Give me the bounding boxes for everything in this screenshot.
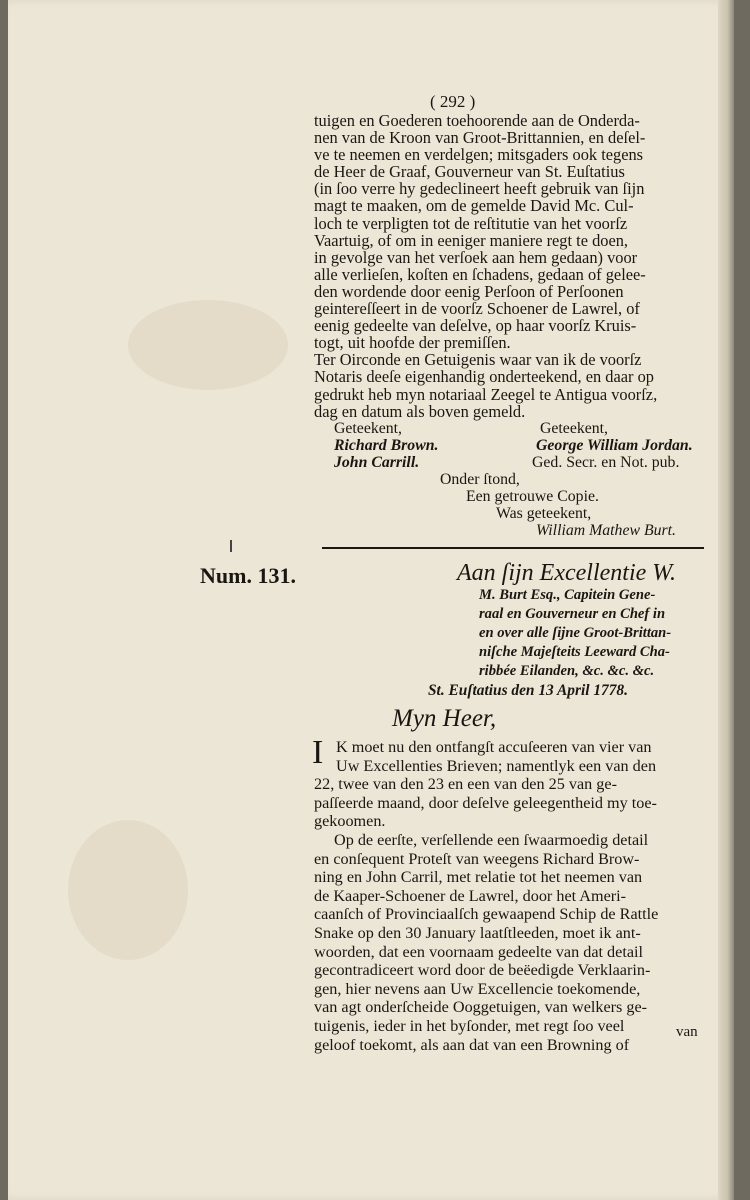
- margin-mark: [230, 540, 232, 552]
- text-line: magt te maaken, om de gemelde David Mc. Cul-: [314, 196, 634, 216]
- text-line: eenig gedeelte van deſelve, op haar voorſz Kruis-: [314, 316, 637, 336]
- text-line: (in ſoo verre hy gedeclineert heeft gebruik van ſijn: [314, 179, 645, 199]
- text-line: paſſeerde maand, door deſelve geleegentheid my toe-: [314, 793, 657, 812]
- text-line: dag en datum als boven gemeld.: [314, 401, 526, 421]
- date-line: St. Euſtatius den 13 April 1778.: [428, 682, 628, 699]
- catchword: van: [676, 1024, 698, 1040]
- text-line: alle verlieſen, koſten en ſchadens, gedaan of gelee-: [314, 264, 646, 284]
- text-line: den wordende door eenig Perſoon of Perſoonen: [314, 281, 624, 301]
- secretary-title: Ged. Secr. en Not. pub.: [532, 454, 680, 471]
- paper-stain: [68, 820, 188, 960]
- text-line: gecontradiceert word door de beëedigde Verklaarin-: [314, 961, 651, 980]
- text-line: woorden, dat een voornaam gedeelte van dat detail: [314, 942, 644, 961]
- text-line: ning en John Carril, met relatie tot het neemen van: [314, 868, 643, 887]
- text-line: ve te neemen en verdelgen; mitsgaders ook tegens: [314, 145, 644, 165]
- address-block: [479, 586, 719, 681]
- text-line: in gevolge van het verſoek aan hem gedaan) voor: [314, 247, 638, 267]
- getrouwe-copie: Een getrouwe Copie.: [466, 488, 599, 505]
- signature-richard-brown: Richard Brown.: [334, 437, 439, 454]
- text-line: gen, hier nevens aan Uw Excellencie toekomende,: [314, 979, 641, 998]
- address-line: ribbée Eilanden, &c. &c. &c.: [479, 663, 655, 679]
- address-line: en over alle ſijne Groot-Brittan-: [479, 625, 672, 641]
- text-line: tuigen en Goederen toehoorende aan de Onderda-: [314, 111, 640, 130]
- address-line: M. Burt Esq., Capitein Gene-: [479, 587, 656, 603]
- paper-stain: [128, 300, 288, 390]
- signature-john-carrill: John Carrill.: [334, 454, 420, 471]
- signature-burt: William Mathew Burt.: [536, 522, 676, 539]
- geteekent-left: Geteekent,: [334, 420, 402, 437]
- onder-stond: Onder ſtond,: [440, 471, 520, 488]
- text-line: 22, twee van den 23 en een van den 25 van ge-: [314, 775, 617, 794]
- text-line: togt, uit hoofde der premiſſen.: [314, 333, 511, 353]
- text-line: Notaris deeſe eigenhandig onderteekend, en daar op: [314, 367, 654, 387]
- text-line: nen van de Kroon van Groot-Brittannien, en deſel-: [314, 128, 646, 148]
- text-line: tuigenis, ieder in het byſonder, met regt ſoo veel: [314, 1016, 625, 1035]
- text-line: caanſch of Provinciaalſch gewaapend Schip de Rattle: [314, 905, 659, 924]
- text-line: de Kaaper-Schoener de Lawrel, door het Ameri-: [314, 886, 627, 905]
- page-number: ( 292 ): [430, 92, 476, 111]
- letter-number: Num. 131.: [200, 563, 296, 588]
- address-heading: Aan ſijn Excellentie W.: [457, 560, 677, 586]
- letter-body: [314, 738, 710, 1054]
- signature-george-jordan: George William Jordan.: [536, 437, 693, 454]
- was-geteekent: Was geteekent,: [496, 505, 592, 522]
- text-line: Snake op den 30 January laatſtleeden, moet ik ant-: [314, 923, 641, 942]
- section-divider: [322, 547, 704, 549]
- text-line: Ter Oirconde en Getuigenis waar van ik de voorſz: [314, 350, 642, 370]
- text-line: loch te verpligten tot de reſtitutie van het voorſz: [314, 213, 628, 233]
- text-line: geintereſſeert in de voorſz Schoener de Lawrel, of: [314, 299, 640, 319]
- address-line: niſche Majeſteits Leeward Cha-: [479, 644, 670, 660]
- geteekent-right: Geteekent,: [540, 420, 608, 437]
- page-binding: [718, 0, 734, 1200]
- text-line: de Heer de Graaf, Gouverneur van St. Euſtatius: [314, 162, 625, 182]
- salutation: Myn Heer,: [392, 705, 497, 732]
- text-line: Op de eerſte, verſellende een ſwaarmoedig detail: [334, 830, 649, 849]
- text-line: gekoomen.: [314, 812, 386, 831]
- text-line: Uw Excellenties Brieven; namentlyk een van den: [336, 756, 657, 775]
- text-line: gedrukt heb myn notariaal Zeegel te Antigua voorſz,: [314, 384, 658, 404]
- text-line: en conſequent Proteſt van weegens Richard Brow-: [314, 849, 640, 868]
- text-block-top: [314, 112, 710, 420]
- text-line: geloof toekomt, als aan dat van een Browning of: [314, 1035, 630, 1054]
- text-line: Vaartuig, of om in eeniger maniere regt te doen,: [314, 230, 629, 250]
- text-line: K moet nu den ontfangſt accuſeeren van vier van: [336, 738, 652, 756]
- address-line: raal en Gouverneur en Chef in: [479, 606, 666, 622]
- text-line: van agt onderſcheide Ooggetuigen, van welkers ge-: [314, 998, 648, 1017]
- drop-capital: I: [312, 734, 324, 771]
